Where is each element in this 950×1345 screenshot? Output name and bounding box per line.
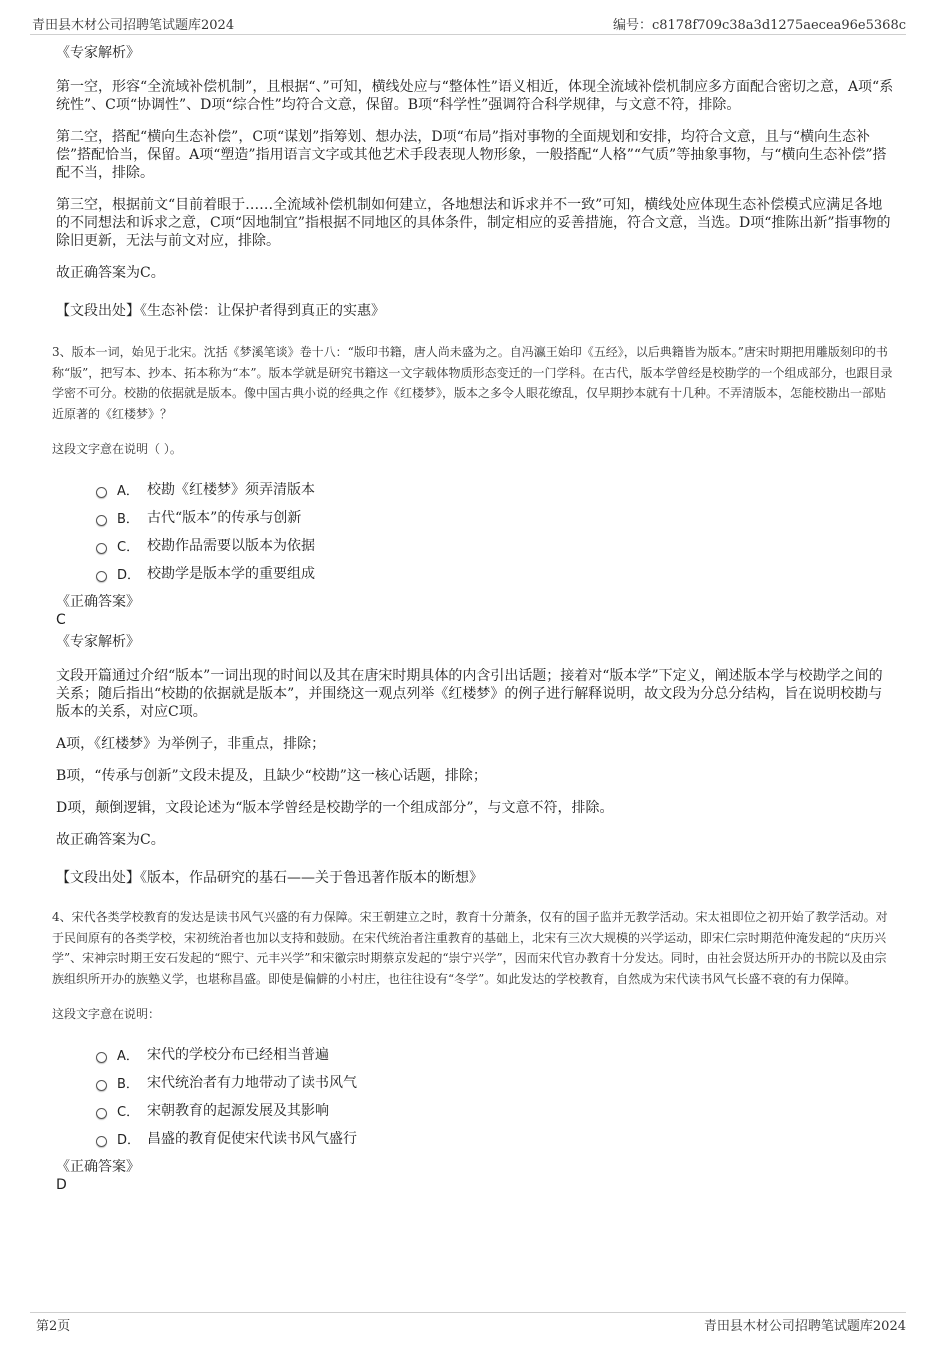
option-text: 宋朝教育的起源发展及其影响: [147, 1103, 329, 1119]
option-text: 校勘《红楼梦》须弄清版本: [147, 482, 315, 498]
options-list: [96, 475, 896, 587]
option-d[interactable]: [96, 559, 896, 587]
radio-icon[interactable]: [96, 543, 107, 554]
question-3: [52, 342, 896, 887]
question-stem: 这段文字意在说明：: [52, 1007, 161, 1021]
options-list: [96, 1040, 896, 1152]
page-content: [52, 42, 896, 1194]
radio-icon[interactable]: [96, 515, 107, 526]
option-text: 校勘学是版本学的重要组成: [147, 566, 315, 582]
analysis-paragraph: A项，《红楼梦》为举例子，非重点，排除；: [56, 736, 326, 752]
conclusion-paragraph: 故正确答案为C。: [56, 265, 165, 281]
page-number: 第2页: [36, 1319, 71, 1334]
radio-icon[interactable]: [96, 1052, 107, 1063]
option-letter: C．: [117, 539, 140, 555]
analysis-paragraph: 第三空，根据前文“目前着眼于……全流域补偿机制如何建立，各地想法和诉求并不一致”可知，横线处应体现生态补偿模式应满足各地的不同想法和诉求之意，C项“因地制宜”指根据不同地区的具体条件，制定相应的妥善措施，符合文意，当选。D项“推陈出新”指事物的除旧更新，无法与前文对应，排除。: [56, 197, 891, 249]
analysis-label: 《专家解析》: [56, 634, 140, 650]
option-letter: A．: [117, 1048, 139, 1064]
question-stem: 这段文字意在说明（ ）。: [52, 442, 182, 456]
option-text: 宋代统治者有力地带动了读书风气: [147, 1075, 357, 1091]
option-a[interactable]: [96, 1040, 896, 1068]
analysis-paragraph: 第二空，搭配“横向生态补偿”，C项“谋划”指筹划、想办法，D项“布局”指对事物的全面规划和安排，均符合文意，且与“横向生态补偿”搭配恰当，保留。A项“塑造”指用语言文字或其他艺术手段表现人物形象，一般搭配“人格”“气质”等抽象事物，与“横向生态补偿”搭配不当，排除。: [56, 129, 887, 181]
page-footer: [30, 1312, 906, 1337]
footer-title: 青田县木材公司招聘笔试题库2024: [703, 1319, 906, 1334]
radio-icon[interactable]: [96, 571, 107, 582]
page-header: [30, 14, 906, 35]
option-text: 古代“版本”的传承与创新: [147, 510, 302, 526]
option-text: 昌盛的教育促使宋代读书风气盛行: [147, 1131, 357, 1147]
radio-icon[interactable]: [96, 1108, 107, 1119]
radio-icon[interactable]: [96, 1080, 107, 1091]
answer-label: 《正确答案》: [56, 1159, 140, 1175]
option-b[interactable]: [96, 1068, 896, 1096]
option-a[interactable]: [96, 475, 896, 503]
answer-label: 《正确答案》: [56, 594, 140, 610]
option-letter: B．: [117, 1076, 139, 1092]
analysis-paragraph: B项，“传承与创新”文段未提及，且缺少“校勘”这一核心话题，排除；: [56, 768, 487, 784]
header-serial-number: 编号：c8178f709c38a3d1275aecea96e5368c: [612, 18, 906, 33]
option-c[interactable]: [96, 1096, 896, 1124]
option-letter: D．: [117, 1132, 141, 1148]
option-d[interactable]: [96, 1124, 896, 1152]
question-text: 4、宋代各类学校教育的发达是读书风气兴盛的有力保障。宋王朝建立之时，教育十分萧条，仅有的国子监并无教学活动。宋太祖即位之初开始了教学活动。对于民间原有的各类学校，宋初统治者也加以支持和鼓励。在宋代统治者注重教育的基础上，北宋有三次大规模的兴学运动，即宋仁宗时期范仲淹发起的“庆历兴学”、宋神宗时期王安石发起的“熙宁、元丰兴学”和宋徽宗时期蔡京发起的“崇宁兴学”，因而宋代官办教育十分发达。同时，由社会贤达所开办的书院以及由宗族组织所开办的族塾义学，也堪称昌盛。即使是偏僻的小村庄，也往往设有“冬学”。如此发达的学校教育，自然成为宋代读书风气长盛不衰的有力保障。: [52, 910, 888, 986]
question-text: 3、版本一词，始见于北宋。沈括《梦溪笔谈》卷十八：“版印书籍，唐人尚未盛为之。自冯瀛王始印《五经》，以后典籍皆为版本。”唐宋时期把用雕版刻印的书称“版”，把写本、抄本、拓本称为“本”。版本学就是研究书籍这一文字载体物质形态变迁的一门学科。在古代，版本学曾经是校勘学的一个组成部分，也跟目录学密不可分。校勘的依据就是版本。像中国古典小说的经典之作《红楼梦》，版本之多令人眼花缭乱，仅早期抄本就有十几种。不弄清版本，怎能校勘出一部贴近原著的《红楼梦》？: [52, 345, 893, 421]
header-title: 青田县木材公司招聘笔试题库2024: [32, 18, 235, 33]
option-letter: B．: [117, 511, 139, 527]
analysis-label: 《专家解析》: [56, 45, 140, 61]
option-c[interactable]: [96, 531, 896, 559]
option-letter: A．: [117, 483, 139, 499]
source-citation: 【文段出处】《版本，作品研究的基石——关于鲁迅著作版本的断想》: [56, 870, 483, 886]
radio-icon[interactable]: [96, 487, 107, 498]
analysis-paragraph: 第一空，形容“全流域补偿机制”，且根据“、”可知，横线处应与“整体性”语义相近，体现全流域补偿机制应多方面配合密切之意，A项“系统性”、C项“协调性”、D项“综合性”均符合文意，保留。B项“科学性”强调符合科学规律，与文意不符，排除。: [56, 79, 894, 113]
radio-icon[interactable]: [96, 1136, 107, 1147]
option-letter: D．: [117, 567, 141, 583]
answer-value: D: [56, 1177, 67, 1193]
source-citation: 【文段出处】《生态补偿：让保护者得到真正的实惠》: [56, 303, 385, 319]
analysis-paragraph: 文段开篇通过介绍“版本”一词出现的时间以及其在唐宋时期具体的内含引出话题；接着对“版本学”下定义，阐述版本学与校勘学之间的关系；随后指出“校勘的依据就是版本”，并围绕这一观点列举《红楼梦》的例子进行解释说明，故文段为分总分结构，旨在说明校勘与版本的关系，对应C项。: [56, 668, 883, 720]
option-text: 校勘作品需要以版本为依据: [147, 538, 315, 554]
answer-value: C: [56, 612, 66, 628]
option-b[interactable]: [96, 503, 896, 531]
option-text: 宋代的学校分布已经相当普遍: [147, 1047, 329, 1063]
analysis-paragraph: D项，颠倒逻辑，文段论述为“版本学曾经是校勘学的一个组成部分”，与文意不符，排除。: [56, 800, 614, 816]
conclusion-paragraph: 故正确答案为C。: [56, 832, 165, 848]
question-4: [52, 907, 896, 1194]
option-letter: C．: [117, 1104, 140, 1120]
